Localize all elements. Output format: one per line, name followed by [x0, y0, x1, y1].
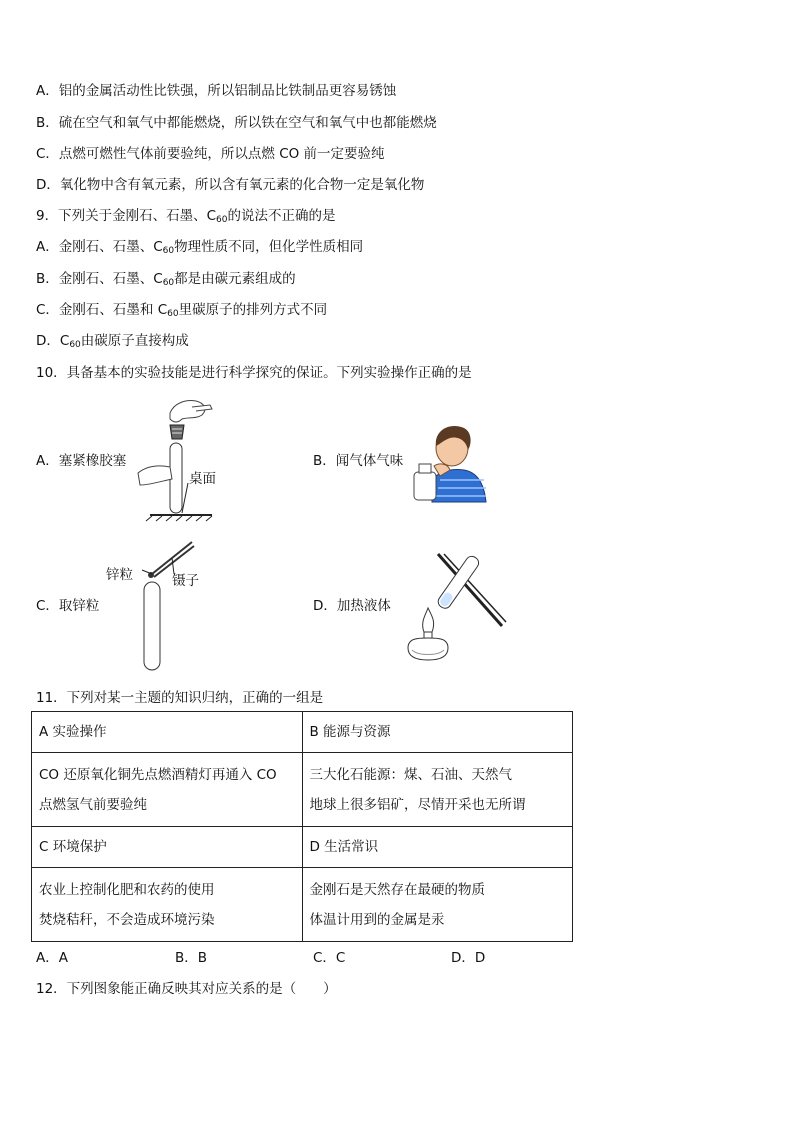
q11-choice-b: B．B — [175, 950, 208, 966]
q11-choice-d: D．D — [451, 950, 486, 966]
q12-stem: 12．下列图象能正确反映其对应关系的是（ ） — [36, 981, 337, 997]
knowledge-table — [31, 711, 573, 942]
cell-c-head: C 环境保护 — [32, 827, 303, 868]
q8-option-a: A．铝的金属活动性比铁强，所以铝制品比铁制品更容易锈蚀 — [36, 83, 397, 99]
table-row — [32, 868, 573, 942]
figure-take-zinc — [140, 538, 200, 673]
table-row — [32, 827, 573, 868]
q10-option-c: C．取锌粒 — [36, 598, 100, 614]
figure-heat-liquid — [398, 552, 508, 664]
cell-d-body: 金刚石是天然存在最硬的物质 体温计用到的金属是汞 — [302, 868, 573, 942]
q8-option-b: B．硫在空气和氧气中都能燃烧，所以铁在空气和氧气中也都能燃烧 — [36, 115, 437, 131]
q9-option-c: C．金刚石、石墨和 $C_{60}$里碳原子的排列方式不同 — [36, 302, 328, 319]
q9-option-a: A．金刚石、石墨、$C_{60}$物理性质不同，但化学性质相同 — [36, 239, 364, 256]
q10-option-d: D．加热液体 — [313, 598, 391, 614]
q11-stem: 11．下列对某一主题的知识归纳，正确的一组是 — [36, 690, 324, 706]
q10-option-a: A．塞紧橡胶塞 — [36, 453, 127, 469]
q10-stem: 10．具备基本的实验技能是进行科学探究的保证。下列实验操作正确的是 — [36, 365, 472, 381]
figure-insert-stopper — [130, 395, 220, 520]
q9-stem: 9．下列关于金刚石、石墨、$C_{60}$的说法不正确的是 — [36, 208, 336, 225]
label-zinc-granule: 锌粒 — [106, 567, 133, 583]
cell-b-head: B 能源与资源 — [302, 712, 573, 753]
label-tongs: 镊子 — [172, 573, 199, 589]
q9-option-d: D．$C_{60}$由碳原子直接构成 — [36, 333, 189, 350]
q8-option-c: C．点燃可燃性气体前要验纯，所以点燃 CO 前一定要验纯 — [36, 146, 385, 162]
q11-choice-c: C．C — [313, 950, 346, 966]
cell-a-body: CO 还原氧化铜先点燃酒精灯再通入 CO 点燃氢气前要验纯 — [32, 753, 303, 827]
q10-option-b: B．闻气体气味 — [313, 453, 404, 469]
q8-option-d: D．氧化物中含有氧元素，所以含有氧元素的化合物一定是氧化物 — [36, 177, 425, 193]
q9-option-b: B．金刚石、石墨、$C_{60}$都是由碳元素组成的 — [36, 271, 296, 288]
cell-c-body: 农业上控制化肥和农药的使用 焚烧秸秆，不会造成环境污染 — [32, 868, 303, 942]
table-row — [32, 712, 573, 753]
q11-choice-a: A．A — [36, 950, 68, 966]
cell-b-body: 三大化石能源：煤、石油、天然气 地球上很多铝矿，尽情开采也无所谓 — [302, 753, 573, 827]
cell-d-head: D 生活常识 — [302, 827, 573, 868]
table-row — [32, 753, 573, 827]
cell-a-head: A 实验操作 — [32, 712, 303, 753]
label-table-surface: 桌面 — [189, 471, 216, 487]
figure-smell-gas — [410, 420, 490, 502]
